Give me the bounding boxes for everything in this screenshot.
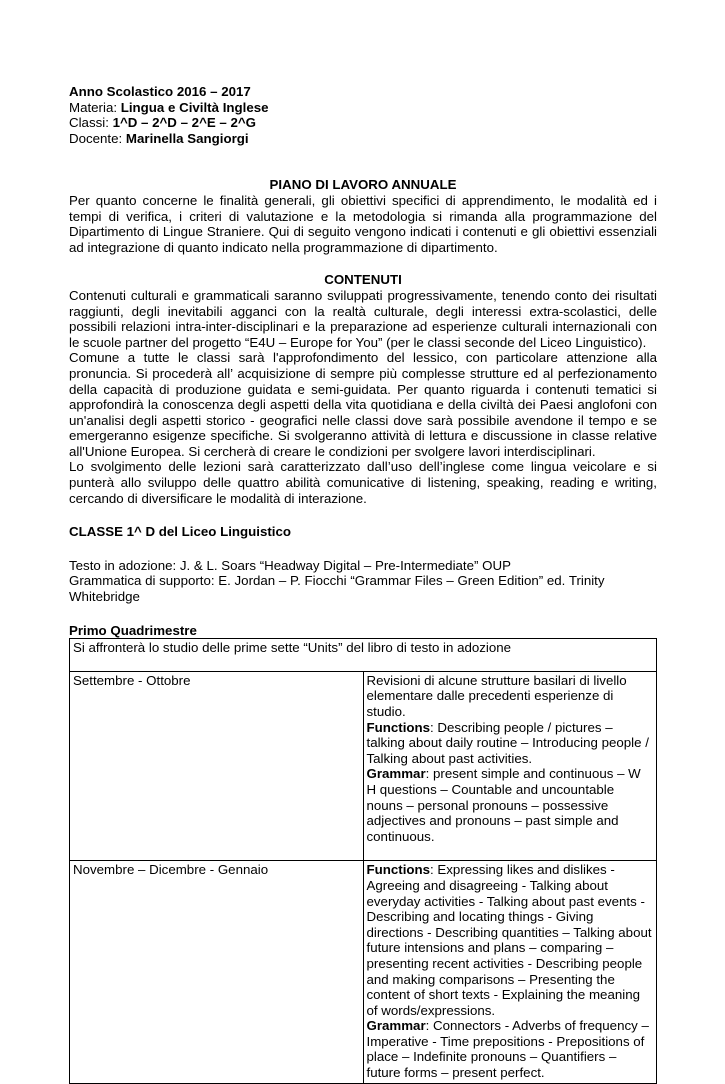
contenuti-title: CONTENUTI (324, 272, 402, 288)
grammar-label: Grammar (366, 1018, 426, 1034)
grammar-label: Grammar (366, 766, 426, 782)
table-row (70, 861, 657, 1083)
grammar-text: Grammar: present simple and continuous – W H questions – Countable and uncountable nouns – personal pronouns – possessive adjectives and pronouns – past simple and continuous. (366, 766, 641, 844)
quadrimestre-title: Primo Quadrimestre (69, 622, 197, 638)
revision-text: Revisioni di alcune strutture basilari di livello elementare dalle precedenti esperienze di studio. (366, 672, 627, 719)
table-intro-cell: Si affronterà lo studio delle prime sette “Units” del libro di testo in adozione (70, 639, 657, 672)
subject-value: Lingua e Civiltà Inglese (120, 99, 269, 115)
piano-title: PIANO DI LAVORO ANNUALE (269, 177, 457, 193)
subject-label: Materia: (69, 99, 121, 115)
contenuti-paragraph-2: Comune a tutte le classi sarà l'approfondimento del lessico, con particolare attenzione alla pronuncia. Si procederà all’ acquisizione di sempre più complesse strutture ed al perfezionamento della capacità di produzione guidata e semi-guidata. Per quanto riguarda i contenuti tematici si approfondirà la conoscenza degli aspetti della vita quotidiana e della civiltà dei Paesi anglofoni con un'analisi degli aspetti storico - geografici nelle classi dove sarà possibile avendone il tempo e se emergeranno esigenze specifiche. Si svolgeranno attività di lettura e discussione in classe relative all'Unione Europea. Si cercherà di creare le condizioni per svolgere lavori interdisciplinari. (69, 350, 657, 459)
period-cell: Settembre - Ottobre (70, 671, 364, 861)
program-table (69, 638, 657, 1083)
classes-label: Classi: (69, 115, 113, 131)
contenuti-paragraph-1: Contenuti culturali e grammaticali saranno sviluppati progressivamente, tenendo conto dei risultati raggiunti, degli inevitabili agganci con la realtà culturale, degli interessi extra-scolastici, delle possibili relazioni intra-inter-disciplinari e la preparazione ad esperienze culturali internazionali con le scuole partner del progetto “E4U – Europe for You” (per le classi seconde del Liceo Linguistico). (69, 287, 657, 350)
piano-paragraph: Per quanto concerne le finalità generali, gli obiettivi specifici di apprendimento, le modalità ed i tempi di verifica, i criteri di valutazione e la metodologia si rimanda alla programmazione del Dipartimento di Lingue Straniere. Qui di seguito vengono indicati i contenuti e gli obiettivi essenziali ad integrazione di quanto indicato nella programmazione di dipartimento. (69, 192, 657, 255)
teacher-line (69, 131, 657, 147)
document-page (69, 84, 657, 1084)
functions-text: Functions: Describing people / pictures – talking about daily routine – Introducing people / Talking about past activities. (366, 719, 649, 766)
grammatica-supporto-line-1: Grammatica di supporto: E. Jordan – P. Fiocchi “Grammar Files – Green Edition” ed. Trinity (69, 573, 605, 589)
content-cell (363, 671, 657, 861)
table-row (70, 671, 657, 861)
table-row (70, 639, 657, 672)
teacher-value: Marinella Sangiorgi (125, 130, 249, 146)
period-cell: Novembre – Dicembre - Gennaio (70, 861, 364, 1083)
classes-line (69, 115, 657, 131)
grammatica-supporto-line-2: Whitebridge (69, 589, 140, 605)
testo-adozione: Testo in adozione: J. & L. Soars “Headway Digital – Pre-Intermediate” OUP (69, 557, 511, 573)
grammar-text: Grammar: Connectors - Adverbs of frequency – Imperative - Time prepositions - Prepositions of place – Indefinite pronouns – Quantifiers – future forms – present perfect. (366, 1018, 649, 1081)
contenuti-paragraph-3: Lo svolgimento delle lezioni sarà caratterizzato dall’uso dell’inglese come lingua veicolare e si punterà allo sviluppo delle quattro abilità comunicative di listening, speaking, reading e writing, cercando di diversificare le modalità di interazione. (69, 459, 657, 506)
teacher-label: Docente: (69, 130, 126, 146)
functions-text: Functions: Expressing likes and dislikes - Agreeing and disagreeing - Talking about everyday activities - Talking about past events - Describing and locating things - Giving directions - Describing quantities – Talking about future intensions and plans – comparing – presenting recent activities - Describing people and making comparisons – Presenting the content of short texts - Explaining the meaning of words/expressions. (366, 862, 652, 1018)
classes-value: 1^D – 2^D – 2^E – 2^G (112, 115, 257, 131)
subject-line (69, 100, 657, 116)
classe-title: CLASSE 1^ D del Liceo Linguistico (69, 524, 292, 540)
content-cell (363, 861, 657, 1083)
functions-label: Functions (366, 719, 431, 735)
school-year: Anno Scolastico 2016 – 2017 (69, 84, 251, 99)
document-header (69, 84, 657, 146)
functions-label: Functions (366, 862, 431, 878)
